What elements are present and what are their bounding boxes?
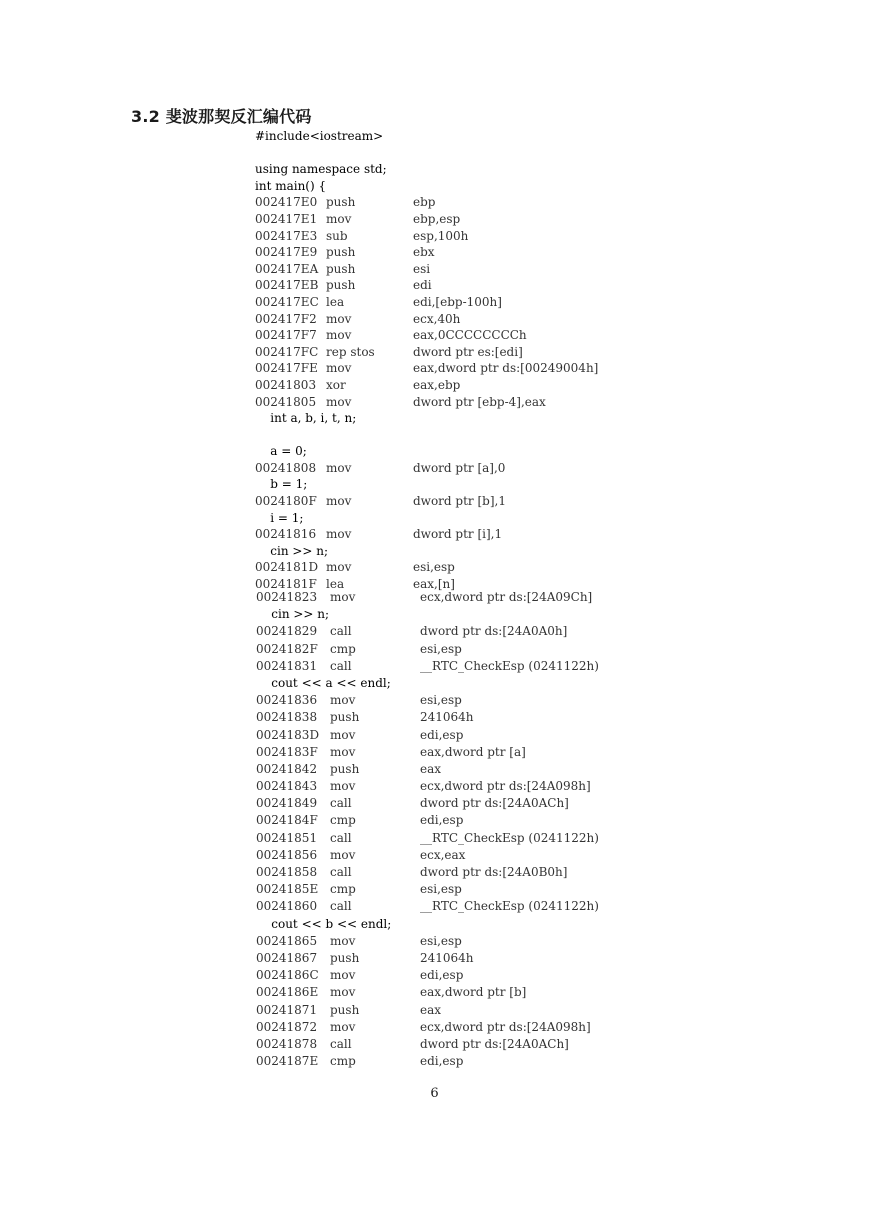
code-line (256, 761, 442, 778)
code-line (255, 510, 387, 527)
code-line (255, 526, 503, 543)
address: 00241843 (256, 779, 318, 794)
opcode: push (330, 1002, 360, 1017)
address: 00241829 (256, 624, 318, 639)
operand: edi (413, 278, 432, 293)
opcode: mov (330, 1019, 356, 1034)
code-line (255, 394, 546, 411)
address: 002417E1 (255, 211, 318, 226)
opcode: call (330, 899, 352, 914)
code-line (255, 228, 469, 245)
operand: eax,dword ptr [a] (420, 744, 526, 759)
code-line (255, 244, 435, 261)
operand: esi,esp (413, 560, 455, 575)
opcode: lea (326, 577, 345, 592)
address: 002417E0 (255, 195, 318, 210)
address: 00241860 (256, 899, 318, 914)
address: 00241851 (256, 830, 318, 845)
opcode: mov (330, 779, 356, 794)
code-line (256, 727, 464, 744)
operand: eax,ebp (413, 377, 461, 392)
operand: dword ptr ds:[24A0A0h] (420, 624, 568, 639)
opcode: mov (326, 361, 352, 376)
operand: dword ptr [i],1 (413, 527, 503, 542)
code-line (256, 1053, 464, 1070)
address: 00241872 (256, 1019, 318, 1034)
address: 00241808 (255, 460, 317, 475)
opcode: lea (326, 294, 345, 309)
address: 0024186C (256, 968, 319, 983)
code-line (255, 311, 461, 328)
code-line (255, 427, 387, 444)
code-line (256, 933, 462, 950)
opcode: push (326, 278, 356, 293)
opcode: mov (326, 311, 352, 326)
operand: esi,esp (420, 641, 462, 656)
opcode: push (330, 950, 360, 965)
source-line: #include<iostream> (255, 129, 384, 143)
operand: edi,esp (420, 813, 464, 828)
source-line: cout << a << endl; (256, 675, 391, 690)
address: 00241816 (255, 527, 317, 542)
operand: dword ptr [a],0 (413, 460, 506, 475)
opcode: xor (326, 377, 346, 392)
address: 00241856 (256, 847, 318, 862)
opcode: mov (330, 693, 356, 708)
opcode: push (330, 761, 360, 776)
operand: eax (420, 1002, 442, 1017)
operand: eax,dword ptr ds:[00249004h] (413, 361, 599, 376)
address: 0024183F (256, 744, 318, 759)
operand: eax,[n] (413, 577, 455, 592)
address: 002417E3 (255, 228, 318, 243)
opcode: call (330, 796, 352, 811)
source-line: cin >> n; (256, 607, 330, 622)
code-line (256, 881, 462, 898)
operand: eax,dword ptr [b] (420, 985, 527, 1000)
address: 00241836 (256, 693, 318, 708)
code-line (256, 950, 474, 967)
code-line (255, 410, 387, 427)
opcode: call (330, 830, 352, 845)
code-line (255, 493, 506, 510)
operand: ebp (413, 195, 436, 210)
opcode: mov (330, 727, 356, 742)
opcode: mov (330, 847, 356, 862)
address: 0024185E (256, 882, 319, 897)
opcode: mov (330, 968, 356, 983)
operand: dword ptr ds:[24A0ACh] (420, 796, 569, 811)
address: 00241823 (256, 590, 318, 604)
address: 002417EA (255, 261, 319, 276)
opcode: mov (326, 527, 352, 542)
code-line (256, 812, 464, 829)
code-line (256, 658, 599, 675)
opcode: mov (326, 394, 352, 409)
operand: ecx,dword ptr ds:[24A098h] (420, 1019, 591, 1034)
code-line (255, 443, 387, 460)
opcode: mov (330, 744, 356, 759)
page-number: 6 (430, 1086, 439, 1101)
operand: ecx,dword ptr ds:[24A098h] (420, 779, 591, 794)
address: 00241849 (256, 796, 318, 811)
opcode: call (330, 658, 352, 673)
operand: __RTC_CheckEsp (0241122h) (420, 899, 599, 914)
operand: dword ptr [b],1 (413, 494, 506, 509)
address: 002417F2 (255, 311, 317, 326)
source-line: int a, b, i, t, n; (255, 411, 357, 426)
operand: 241064h (420, 710, 474, 725)
address: 0024180F (255, 494, 317, 509)
operand: esp,100h (413, 228, 469, 243)
operand: esi,esp (420, 882, 462, 897)
opcode: mov (326, 460, 352, 475)
opcode: mov (330, 985, 356, 1000)
opcode: push (326, 261, 356, 276)
operand: dword ptr [ebp-4],eax (413, 394, 546, 409)
code-line (256, 744, 526, 761)
operand: ecx,eax (420, 847, 466, 862)
code-line (256, 864, 568, 881)
code-line (255, 178, 387, 195)
code-line (255, 327, 527, 344)
code-line (256, 778, 591, 795)
address: 00241831 (256, 658, 318, 673)
code-line (256, 709, 474, 726)
address: 00241867 (256, 950, 318, 965)
address: 002417F7 (255, 328, 317, 343)
operand: esi (413, 261, 431, 276)
opcode: mov (326, 211, 352, 226)
operand: ecx,dword ptr ds:[24A09Ch] (420, 590, 593, 604)
operand: esi,esp (420, 693, 462, 708)
address: 00241871 (256, 1002, 318, 1017)
operand: dword ptr ds:[24A0ACh] (420, 1036, 569, 1051)
code-line (256, 675, 391, 692)
opcode: call (330, 624, 352, 639)
operand: eax (420, 761, 442, 776)
opcode: mov (326, 328, 352, 343)
code-line (256, 967, 464, 984)
operand: ecx,40h (413, 311, 461, 326)
source-line: int main() { (255, 178, 327, 193)
code-line (255, 194, 436, 211)
opcode: rep stos (326, 344, 375, 359)
address: 00241805 (255, 394, 317, 409)
address: 00241858 (256, 865, 318, 879)
source-line: a = 0; (255, 444, 307, 459)
operand: dword ptr ds:[24A0B0h] (420, 865, 568, 879)
code-line (256, 623, 568, 640)
address: 00241803 (255, 377, 317, 392)
opcode: mov (326, 494, 352, 509)
code-line (255, 294, 502, 311)
disassembly-block-1 (255, 128, 599, 592)
operand: edi,esp (420, 968, 464, 983)
opcode: call (330, 865, 352, 879)
code-line (256, 916, 391, 933)
address: 002417FE (255, 361, 318, 376)
code-line (256, 795, 569, 812)
operand: 241064h (420, 950, 474, 965)
address: 002417E9 (255, 245, 318, 260)
operand: ebx (413, 245, 435, 260)
code-line (256, 830, 599, 847)
source-line: b = 1; (255, 477, 308, 492)
address: 0024186E (256, 985, 319, 1000)
code-line (256, 606, 391, 623)
address: 0024181D (255, 560, 319, 575)
opcode: mov (330, 933, 356, 948)
disassembly-block-2 (256, 589, 599, 1070)
address: 0024183D (256, 727, 320, 742)
operand: eax,0CCCCCCCCh (413, 328, 527, 343)
address: 002417EC (255, 294, 319, 309)
code-line (255, 360, 599, 377)
source-line: i = 1; (255, 510, 304, 525)
address: 00241838 (256, 710, 318, 725)
operand: ebp,esp (413, 211, 461, 226)
opcode: push (326, 245, 356, 260)
code-line (255, 161, 387, 178)
source-line: cout << b << endl; (256, 916, 392, 931)
code-line (255, 377, 461, 394)
opcode: call (330, 1036, 352, 1051)
opcode: mov (330, 590, 356, 604)
code-line (256, 898, 599, 915)
operand: edi,esp (420, 1054, 464, 1069)
address: 0024187E (256, 1054, 319, 1069)
opcode: cmp (330, 882, 356, 897)
operand: __RTC_CheckEsp (0241122h) (420, 830, 599, 845)
address: 00241842 (256, 761, 318, 776)
code-line (256, 1019, 591, 1036)
source-line: cin >> n; (255, 543, 329, 558)
address: 0024182F (256, 641, 318, 656)
address: 0024184F (256, 813, 318, 828)
code-line (255, 476, 387, 493)
source-line: using namespace std; (255, 162, 387, 177)
address: 00241865 (256, 933, 318, 948)
address: 00241878 (256, 1036, 318, 1051)
operand: edi,esp (420, 727, 464, 742)
code-line (255, 344, 523, 361)
code-line (256, 984, 527, 1001)
code-line (256, 641, 462, 658)
operand: edi,[ebp-100h] (413, 294, 502, 309)
address: 002417FC (255, 344, 319, 359)
section-heading: 3.2 斐波那契反汇编代码 (131, 107, 312, 126)
code-line (256, 692, 462, 709)
code-line (255, 543, 387, 560)
code-line (256, 1036, 569, 1053)
code-line (255, 145, 387, 162)
code-line (256, 847, 466, 864)
opcode: mov (326, 560, 352, 575)
code-line (256, 1002, 442, 1019)
code-line (255, 277, 432, 294)
code-line (256, 589, 593, 606)
opcode: push (326, 195, 356, 210)
code-line (255, 128, 387, 145)
operand: __RTC_CheckEsp (0241122h) (420, 658, 599, 673)
code-line (255, 576, 455, 592)
opcode: push (330, 710, 360, 725)
code-line (255, 559, 455, 576)
code-line (255, 460, 506, 477)
address: 0024181F (255, 577, 317, 592)
code-line (255, 261, 431, 278)
operand: esi,esp (420, 933, 462, 948)
opcode: sub (326, 228, 348, 243)
address: 002417EB (255, 278, 319, 293)
opcode: cmp (330, 813, 356, 828)
operand: dword ptr es:[edi] (413, 344, 523, 359)
opcode: cmp (330, 641, 356, 656)
opcode: cmp (330, 1054, 356, 1069)
code-line (255, 211, 461, 228)
